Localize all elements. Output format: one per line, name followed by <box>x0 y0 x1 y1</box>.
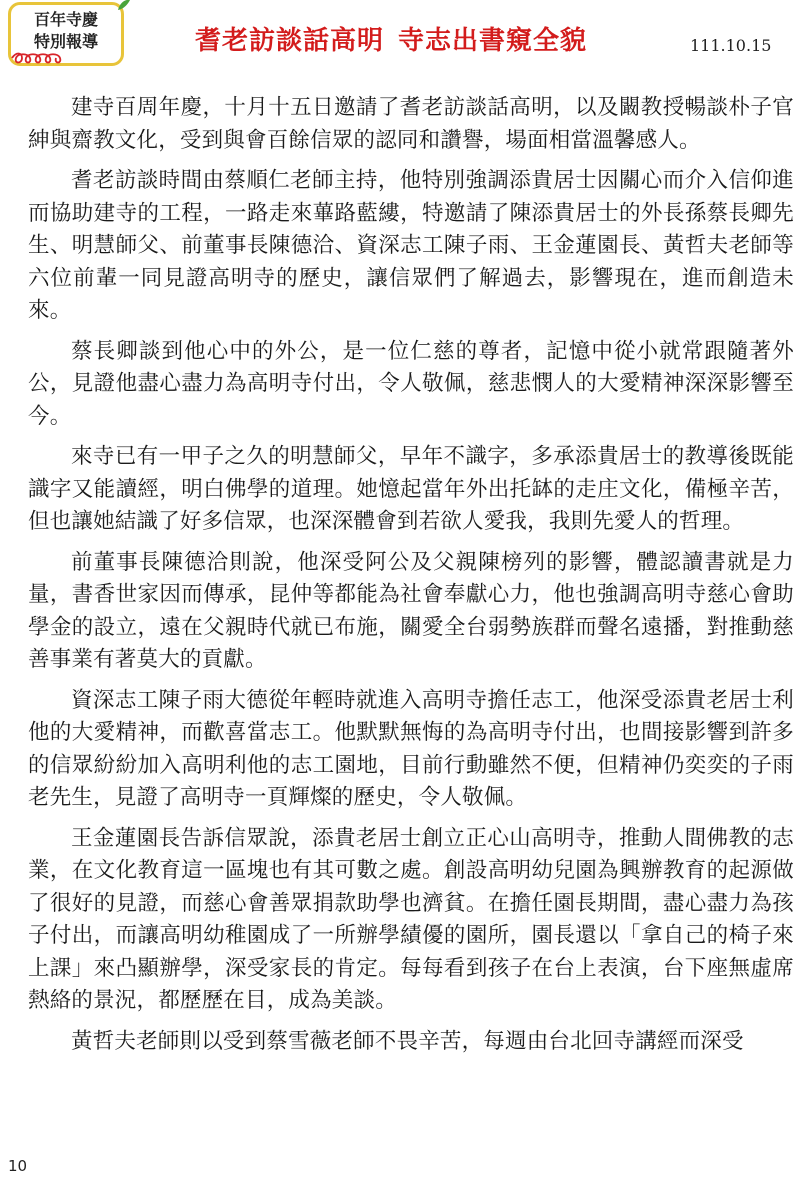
title-part-2: 寺志出書窺全貌 <box>398 26 588 56</box>
badge-line-2: 特別報導 <box>33 32 98 51</box>
paragraph: 前董事長陳德洽則說，他深受阿公及父親陳榜列的影響，體認讀書就是力量，書香世家因而傳承，昆仲等都能為社會奉獻心力，他也強調高明寺慈心會助學金的設立，遠在父親時代就已布施，關愛全台弱勢族群而聲名遠播，對推動慈善事業有著莫大的貢獻。 <box>28 549 794 672</box>
swirl-decoration-icon <box>10 50 80 66</box>
paragraph: 蔡長卿談到他心中的外公，是一位仁慈的尊者，記憶中從小就常跟隨著外公，見證他盡心盡力為高明寺付出，令人敬佩，慈悲憫人的大愛精神深深影響至今。 <box>28 338 794 429</box>
paragraph: 黃哲夫老師則以受到蔡雪薇老師不畏辛苦，每週由台北回寺講經而深受 <box>71 1028 744 1054</box>
paragraph: 建寺百周年慶，十月十五日邀請了耆老訪談話高明，以及闞教授暢談朴子官紳與齋教文化，受到與會百餘信眾的認同和讚譽，場面相當溫馨感人。 <box>28 95 794 153</box>
leaf-icon <box>116 0 132 12</box>
paragraph: 王金蓮園長告訴信眾說，添貴老居士創立正心山高明寺，推動人間佛教的志業，在文化教育這一區塊也有其可數之處。創設高明幼兒園為興辦教育的起源做了很好的見證，而慈心會善眾捐款助學也濟貧。在擔任園長期間，盡心盡力為孩子付出，而讓高明幼稚園成了一所辦學績優的園所，園長還以「拿自己的椅子來上課」來凸顯辦學，深受家長的肯定。每每看到孩子在台上表演，台下座無虛席熱絡的景況，都歷歷在目，成為美談。 <box>28 825 794 1013</box>
paragraph: 耆老訪談時間由蔡順仁老師主持，他特別強調添貴居士因關心而介入信仰進而協助建寺的工程，一路走來蓽路藍縷，特邀請了陳添貴居士的外長孫蔡長卿先生、明慧師父、前董事長陳德洽、資深志工陳子雨、王金蓮園長、黃哲夫老師等六位前輩一同見證高明寺的歷史，讓信眾們了解過去，影響現在，進而創造未來。 <box>28 168 794 323</box>
paragraph: 來寺已有一甲子之久的明慧師父，早年不識字，多承添貴居士的教導後既能識字又能讀經，明白佛學的道理。她憶起當年外出托缽的走庄文化，備極辛苦，但也讓她結識了好多信眾，也深深體會到若欲人愛我，我則先愛人的哲理。 <box>28 444 794 534</box>
article-body <box>28 92 794 1066</box>
article-date: 111.10.15 <box>690 36 772 55</box>
title-part-1: 耆老訪談話高明 <box>195 26 385 56</box>
page-number: 10 <box>8 1157 28 1175</box>
article-title <box>195 20 587 57</box>
badge-line-1: 百年寺慶 <box>33 10 98 29</box>
paragraph: 資深志工陳子雨大德從年輕時就進入高明寺擔任志工，他深受添貴老居士利他的大愛精神，而歡喜當志工。他默默無悔的為高明寺付出，也間接影響到許多的信眾紛紛加入高明利他的志工園地，目前行動雖然不便，但精神仍奕奕的子雨老先生，見證了高明寺一頁輝燦的歷史，令人敬佩。 <box>28 687 794 810</box>
